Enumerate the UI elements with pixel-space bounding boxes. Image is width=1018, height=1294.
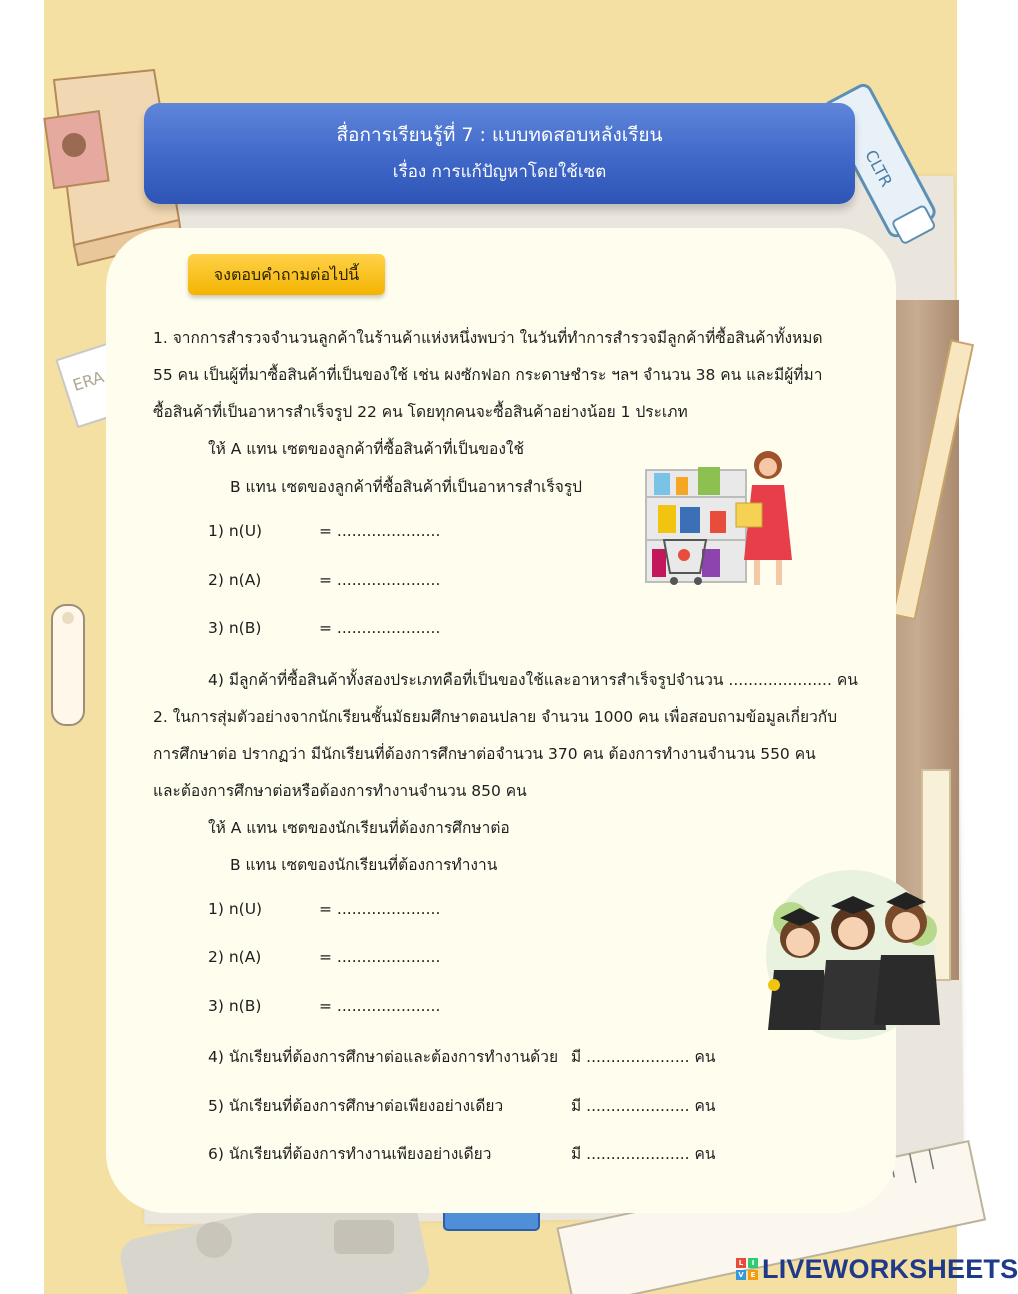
pencil-illustration <box>904 330 964 630</box>
q2-item-4-answer[interactable]: มี ..................... คน <box>571 1048 716 1066</box>
q1-item-1-label: 1) n(U) <box>208 522 263 540</box>
worksheet-page <box>44 0 1018 1294</box>
q2-item-3-label: 3) n(B) <box>208 997 262 1015</box>
graduates-illustration <box>756 860 951 1045</box>
q2-item-4-label: 4) นักเรียนที่ต้องการศึกษาต่อและต้องการทำงานด้วย <box>208 1048 559 1066</box>
q2-line-3: และต้องการศึกษาต่อหรือต้องการทำงานจำนวน 850 คน <box>153 782 527 800</box>
q1-item-2-answer[interactable]: = ..................... <box>319 571 441 589</box>
q1-item-4[interactable]: 4) มีลูกค้าที่ซื้อสินค้าทั้งสองประเภทคือที่เป็นของใช้และอาหารสำเร็จรูปจำนวน ..................... คน <box>208 671 858 689</box>
page-title: สื่อการเรียนรู้ที่ 7 : แบบทดสอบหลังเรียน <box>336 124 663 146</box>
pen-illustration <box>44 600 104 740</box>
q2-item-1-label: 1) n(U) <box>208 900 263 918</box>
eraser-label: ERA <box>70 367 107 395</box>
q2-line-2: การศึกษาต่อ ปรากฏว่า มีนักเรียนที่ต้องการศึกษาต่อจำนวน 370 คน ต้องการทำงานจำนวน 550 คน <box>153 745 816 763</box>
brand-name: LIVEWORKSHEETS <box>762 1253 1018 1284</box>
page-subtitle: เรื่อง การแก้ปัญหาโดยใช้เซต <box>392 162 607 182</box>
q1-item-3-label: 3) n(B) <box>208 619 262 637</box>
q2-item-2-label: 2) n(A) <box>208 948 262 966</box>
q2-definition-a: ให้ A แทน เซตของนักเรียนที่ต้องการศึกษาต่อ <box>208 819 510 837</box>
q1-item-1-answer[interactable]: = ..................... <box>319 522 441 540</box>
liveworksheets-logo <box>736 1254 1018 1284</box>
tube-label: CLTR <box>861 146 897 190</box>
header-banner <box>144 103 855 204</box>
logo-letter-v: V <box>736 1270 746 1280</box>
q1-definition-b: B แทน เซตของลูกค้าที่ซื้อสินค้าที่เป็นอาหารสำเร็จรูป <box>230 478 583 496</box>
q1-line-1: 1. จากการสำรวจจำนวนลูกค้าในร้านค้าแห่งหนึ่งพบว่า ในวันที่ทำการสำรวจมีลูกค้าที่ซื้อสินค้าทั้งหมด <box>153 329 823 347</box>
q2-item-5-label: 5) นักเรียนที่ต้องการศึกษาต่อเพียงอย่างเดียว <box>208 1097 504 1115</box>
q1-line-3: ซื้อสินค้าที่เป็นอาหารสำเร็จรูป 22 คน โดยทุกคนจะซื้อสินค้าอย่างน้อย 1 ประเภท <box>153 403 688 421</box>
q2-item-5-answer[interactable]: มี ..................... คน <box>571 1097 716 1115</box>
q2-item-6-answer[interactable]: มี ..................... คน <box>571 1145 716 1163</box>
q1-item-2-label: 2) n(A) <box>208 571 262 589</box>
liveworksheets-icon <box>736 1258 758 1280</box>
instruction-label: จงตอบคำถามต่อไปนี้ <box>188 254 385 295</box>
q2-item-1-answer[interactable]: = ..................... <box>319 900 441 918</box>
q2-item-6-label: 6) นักเรียนที่ต้องการทำงานเพียงอย่างเดียว <box>208 1145 492 1163</box>
q1-item-3-answer[interactable]: = ..................... <box>319 619 441 637</box>
q2-item-3-answer[interactable]: = ..................... <box>319 997 441 1015</box>
q1-line-2: 55 คน เป็นผู้ที่มาซื้อสินค้าที่เป็นของใช้ เช่น ผงซักฟอก กระดาษชำระ ฯลฯ จำนวน 38 คน และมีผู้ที่มา <box>153 366 823 384</box>
q2-definition-b: B แทน เซตของนักเรียนที่ต้องการทำงาน <box>230 856 498 874</box>
shopping-woman-illustration <box>644 445 794 595</box>
q1-definition-a: ให้ A แทน เซตของลูกค้าที่ซื้อสินค้าที่เป็นของใช้ <box>208 440 524 458</box>
logo-letter-i: I <box>748 1258 758 1268</box>
logo-letter-l: L <box>736 1258 746 1268</box>
q2-line-1: 2. ในการสุ่มตัวอย่างจากนักเรียนชั้นมัธยมศึกษาตอนปลาย จำนวน 1000 คน เพื่อสอบถามข้อมูลเกี่ยวกับ <box>153 708 838 726</box>
q2-item-2-answer[interactable]: = ..................... <box>319 948 441 966</box>
logo-letter-e: E <box>748 1270 758 1280</box>
